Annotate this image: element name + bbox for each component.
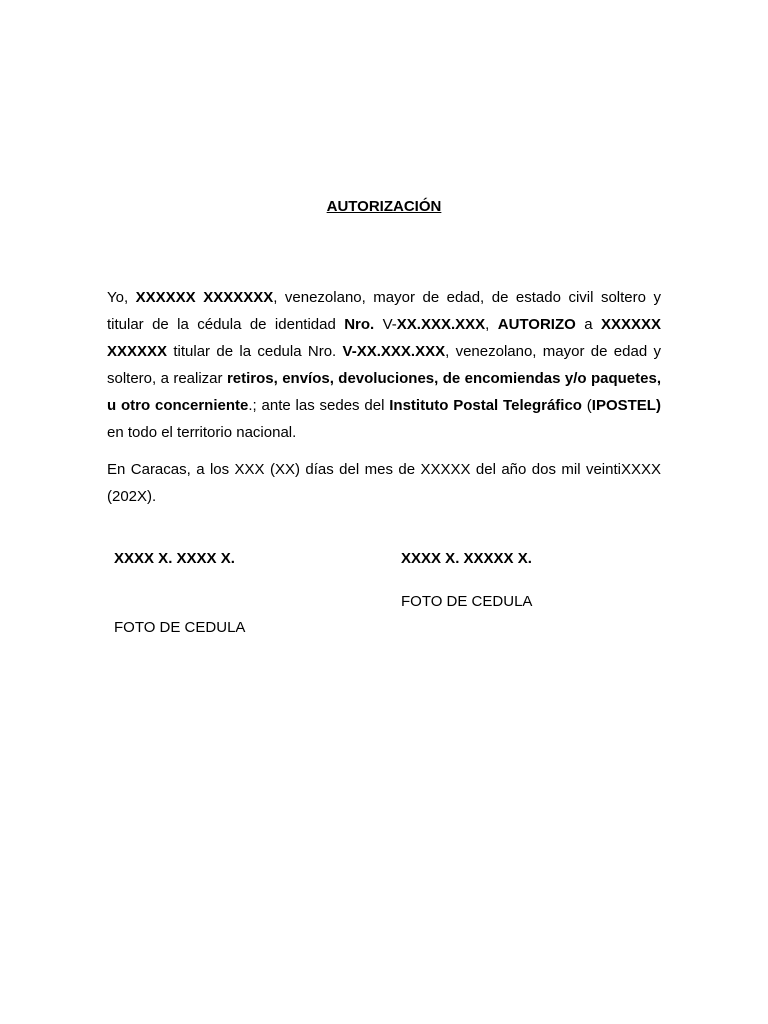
- text-run: titular de la cedula Nro.: [167, 343, 343, 360]
- text-run: .; ante las sedes del: [248, 397, 390, 414]
- document-title: AUTORIZACIÓN: [326, 198, 442, 215]
- text-run: , venezolano, mayor de edad y soltero, a realizar: [107, 343, 661, 387]
- grantor-id-number: XX.XXX.XXX: [396, 316, 486, 333]
- id-number-label: Nro.: [344, 316, 375, 333]
- right-signatory-name: XXXX X. XXXXX X.: [401, 550, 532, 567]
- text-run: a: [575, 316, 601, 333]
- text-run: V-: [374, 316, 397, 333]
- left-id-photo-label: FOTO DE CEDULA: [114, 619, 246, 636]
- text-run: , venezolano, mayor de edad, de estado civil soltero y titular de la cédula de identidad: [107, 289, 661, 333]
- authorization-paragraph: [107, 284, 661, 446]
- authorized-actions: retiros, envíos, devoluciones, de encomiendas y/o paquetes, u otro concerniente: [107, 370, 661, 414]
- text-run: en todo el territorio nacional.: [107, 424, 297, 441]
- text-run: (: [581, 397, 592, 414]
- institution-acronym: IPOSTEL): [591, 397, 661, 414]
- grantee-id-number: V-XX.XXX.XXX: [342, 343, 446, 360]
- right-id-photo-label: FOTO DE CEDULA: [401, 593, 533, 610]
- left-signatory-name: XXXX X. XXXX X.: [114, 550, 235, 567]
- grantor-name: XXXXXX XXXXXXX: [135, 289, 274, 306]
- authorize-keyword: AUTORIZO: [497, 316, 576, 333]
- date-text: En Caracas, a los XXX (XX) días del mes de XXXXX del año dos mil veintiXXXX (202X).: [107, 461, 661, 505]
- institution-name: Instituto Postal Telegráfico: [389, 397, 582, 414]
- text-run: ,: [485, 316, 498, 333]
- grantee-name: XXXXXX XXXXXX: [107, 316, 661, 360]
- text-run: Yo,: [107, 289, 136, 306]
- date-paragraph: [107, 456, 661, 510]
